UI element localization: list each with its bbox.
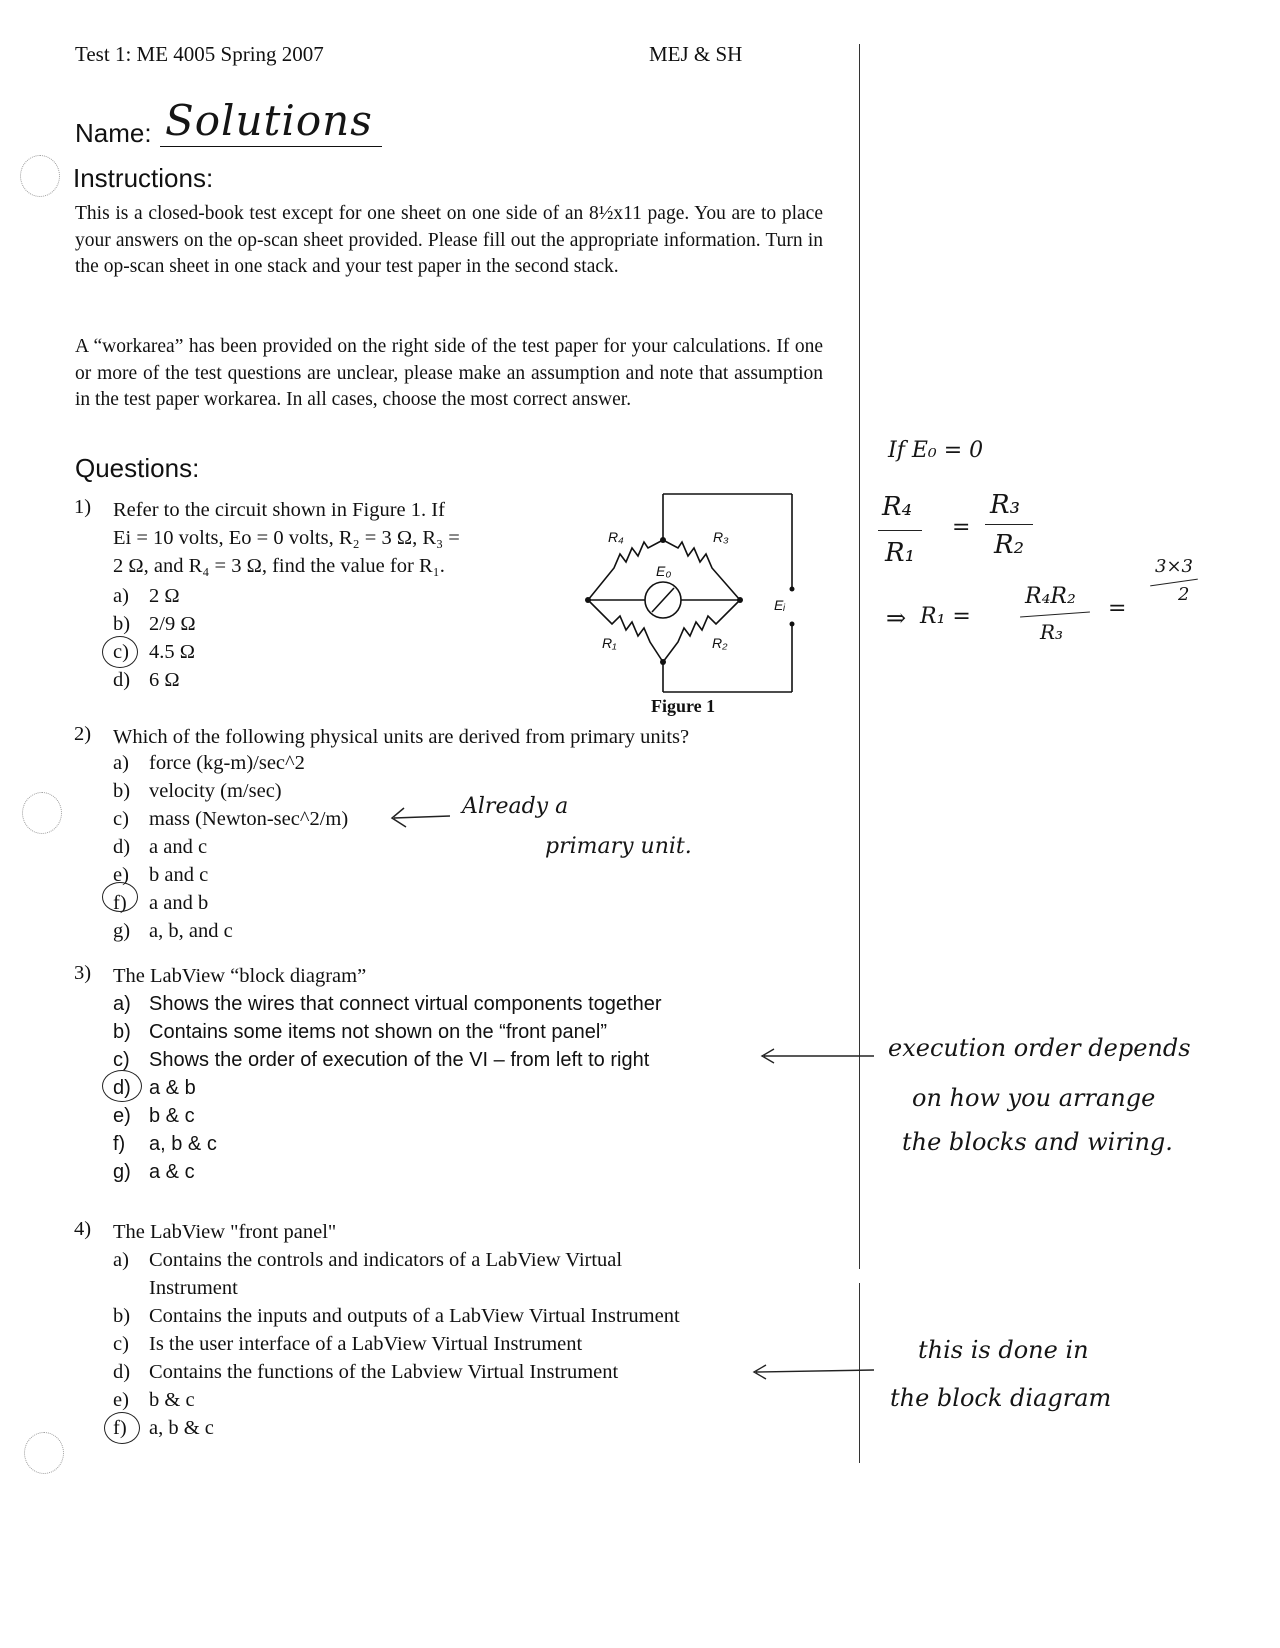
option-3c[interactable]: c) Shows the order of execution of the VI – from left to right xyxy=(113,1049,650,1071)
instructions-paragraph-2: A “workarea” has been provided on the right side of the test paper for your calculations. If one or more of the test questions are unclear, please make an assumption and note that assumption in the test paper workarea. In all cases, choose the most correct answer. xyxy=(75,336,823,410)
option-1b[interactable]: b) 2/9 Ω xyxy=(113,613,196,635)
label-ei: Eᵢ xyxy=(774,597,786,613)
question-2-options xyxy=(113,749,348,945)
label-eo: E₀ xyxy=(656,563,672,579)
figure-1-caption: Figure 1 xyxy=(651,696,716,716)
option-4c[interactable]: c) Is the user interface of a LabView Virtual Instrument xyxy=(113,1333,583,1355)
option-2d[interactable]: d) a and c xyxy=(113,836,208,858)
arrow-left-icon xyxy=(748,1362,876,1382)
workarea-divider xyxy=(859,44,860,1269)
resistor-r4 xyxy=(588,540,663,600)
name-label: Name: xyxy=(75,118,152,148)
hole-punch-mark xyxy=(20,155,60,197)
header-right: MEJ & SH xyxy=(649,42,743,66)
terminal-ei-top xyxy=(790,587,795,592)
meter-needle xyxy=(652,588,674,612)
arrow-left-icon xyxy=(388,804,452,830)
label-r4: R₄ xyxy=(608,529,624,545)
option-2a[interactable]: a) force (kg-m)/sec^2 xyxy=(113,752,305,774)
annotation-q1-r1: R₁ xyxy=(885,538,915,568)
annotation-q1-fraction-bar-4 xyxy=(1150,579,1198,587)
annotation-q1-denominator: R₃ xyxy=(1040,620,1064,644)
option-4d[interactable]: d) Contains the functions of the Labview Virtual Instrument xyxy=(113,1361,619,1383)
question-3-number: 3) xyxy=(74,962,92,984)
question-4-options xyxy=(113,1246,680,1442)
question-3-options xyxy=(113,990,662,1186)
annotation-q1-implies: ⇒ xyxy=(886,604,907,632)
annotation-q1-equals: = xyxy=(952,515,971,540)
option-1a[interactable]: a) 2 Ω xyxy=(113,585,180,607)
annotation-q1-r2: R₂ xyxy=(994,530,1024,560)
option-1d[interactable]: d) 6 Ω xyxy=(113,669,180,691)
option-2e[interactable]: e) b and c xyxy=(113,864,209,886)
question-1-line-2: Ei = 10 volts, Eo = 0 volts, R₂ = 3 Ω, R₃ = xyxy=(113,527,460,549)
label-r3: R₃ xyxy=(713,529,729,545)
option-3b[interactable]: b) Contains some items not shown on the “front panel” xyxy=(113,1021,608,1043)
annotation-q1-fraction-bar-2 xyxy=(985,524,1033,525)
annotation-q1-r4: R₄ xyxy=(882,492,912,522)
answer-circle-4f xyxy=(104,1412,140,1444)
option-3a[interactable]: a) Shows the wires that connect virtual components together xyxy=(113,993,662,1015)
figure-1-circuit xyxy=(570,484,800,714)
option-2g[interactable]: g) a, b, and c xyxy=(113,920,233,942)
option-3e[interactable]: e) b & c xyxy=(113,1105,195,1127)
annotation-q1-r1-eq: R₁ = xyxy=(920,604,971,629)
question-4-text: The LabView "front panel" xyxy=(113,1221,337,1243)
question-2-text: Which of the following physical units are derived from primary units? xyxy=(113,726,690,748)
answer-circle-3d xyxy=(102,1070,142,1102)
terminal-ei-bottom xyxy=(790,622,795,627)
option-2c[interactable]: c) mass (Newton-sec^2/m) xyxy=(113,808,349,830)
hole-punch-mark xyxy=(24,1432,64,1474)
annotation-q1-fraction-bar-1 xyxy=(878,530,922,531)
option-4b[interactable]: b) Contains the inputs and outputs of a LabView Virtual Instrument xyxy=(113,1305,680,1327)
node-left xyxy=(585,597,591,603)
answer-circle-2f xyxy=(102,882,138,912)
resistor-r2 xyxy=(663,600,740,662)
question-1-text xyxy=(113,496,460,580)
annotation-q1-equals-2: = xyxy=(1108,596,1127,621)
question-4-number: 4) xyxy=(74,1218,92,1240)
question-1-number: 1) xyxy=(74,496,92,518)
option-4f[interactable]: f) a, b & c xyxy=(113,1417,214,1439)
annotation-q3-line-1: execution order depends xyxy=(888,1034,1191,1062)
option-3f[interactable]: f) a, b & c xyxy=(113,1133,217,1155)
annotation-q4-line-2: the block diagram xyxy=(890,1384,1112,1412)
option-4a-continued: Instrument xyxy=(149,1277,238,1299)
arrow-left-icon xyxy=(756,1046,876,1066)
resistor-r1 xyxy=(588,600,663,662)
instructions-paragraph-1: This is a closed-book test except for one sheet on one side of an 8½x11 page. You are to place your answers on the op-scan sheet provided. Please fill out the appropriate information. Turn in the op-scan sheet in one stack and your test paper in the second stack. xyxy=(75,203,823,277)
node-bottom xyxy=(660,659,666,665)
name-signature: Solutions xyxy=(165,96,373,145)
header-left: Test 1: ME 4005 Spring 2007 xyxy=(75,42,324,66)
option-4e[interactable]: e) b & c xyxy=(113,1389,195,1411)
questions-title: Questions: xyxy=(75,453,200,483)
annotation-q1-r3: R₃ xyxy=(990,490,1020,520)
annotation-q1-calc-numerator: 3×3 xyxy=(1155,556,1193,577)
name-underline xyxy=(160,146,382,147)
annotation-q3-line-3: the blocks and wiring. xyxy=(902,1128,1173,1156)
node-top xyxy=(660,537,666,543)
resistor-r3 xyxy=(663,540,740,600)
instructions-title: Instructions: xyxy=(73,163,214,193)
option-3d[interactable]: d) a & b xyxy=(113,1077,196,1099)
annotation-q2-line-2: primary unit. xyxy=(545,834,692,859)
node-right xyxy=(737,597,743,603)
question-3-text: The LabView “block diagram” xyxy=(113,965,367,987)
option-1c[interactable]: c) 4.5 Ω xyxy=(113,641,195,663)
annotation-q1-condition: If E₀ = 0 xyxy=(888,438,984,463)
question-1-line-1: Refer to the circuit shown in Figure 1. If xyxy=(113,499,445,521)
annotation-q1-fraction-bar-3 xyxy=(1020,612,1090,618)
annotation-q3-line-2: on how you arrange xyxy=(912,1084,1156,1112)
option-4a[interactable]: a) Contains the controls and indicators of a LabView Virtual xyxy=(113,1249,623,1271)
annotation-q1-numerator: R₄R₂ xyxy=(1025,584,1076,609)
option-3g[interactable]: g) a & c xyxy=(113,1161,195,1183)
annotation-q1-calc-denominator: 2 xyxy=(1178,584,1190,605)
label-r1: R₁ xyxy=(602,635,617,651)
option-2f[interactable]: f) a and b xyxy=(113,892,209,914)
question-2-number: 2) xyxy=(74,723,92,745)
answer-circle-1c xyxy=(102,636,138,668)
label-r2: R₂ xyxy=(712,635,728,651)
question-1-line-3: 2 Ω, and R₄ = 3 Ω, find the value for R₁. xyxy=(113,555,445,577)
annotation-q2-line-1: Already a xyxy=(462,794,569,819)
hole-punch-mark xyxy=(22,792,62,834)
annotation-q4-line-1: this is done in xyxy=(918,1336,1089,1364)
option-2b[interactable]: b) velocity (m/sec) xyxy=(113,780,282,802)
